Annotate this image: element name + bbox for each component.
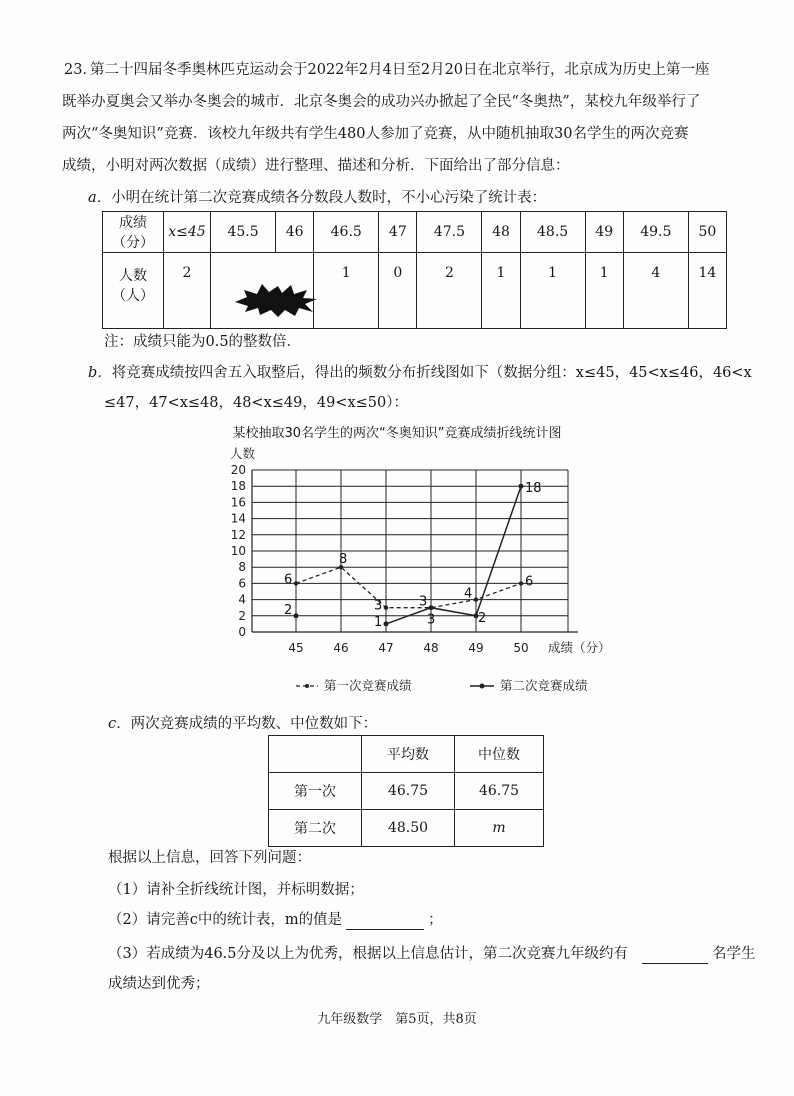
page-footer: 九年级数学 第5页，共8页: [317, 1012, 477, 1027]
part-c-desc: 两次竞赛成绩的平均数、中位数如下：: [130, 716, 378, 732]
stats-median: m: [455, 810, 544, 847]
part-b-line-1: [88, 363, 752, 383]
question-2-end: ；: [428, 912, 443, 928]
intro-line-4: 成绩，小明对两次数据（成绩）进行整理、描述和分析．下面给出了部分信息：: [62, 158, 570, 174]
count-cell: 4: [623, 253, 688, 329]
count-cell: 1: [482, 253, 520, 329]
series-line-first: [296, 567, 521, 608]
line-chart: [0, 440, 794, 710]
score-cell: 48: [482, 212, 520, 253]
question-2: [108, 910, 443, 930]
y-tick-label: 8: [238, 560, 246, 575]
score-table: [102, 211, 727, 329]
score-row: [103, 212, 727, 253]
y-tick-label: 20: [230, 463, 246, 477]
questions-lead: 根据以上信息，回答下列问题：: [108, 850, 311, 866]
y-axis-label: 人数: [230, 446, 256, 461]
legend-marker-first: [305, 684, 309, 688]
score-cell: 48.5: [520, 212, 585, 253]
score-cell: 46: [276, 212, 314, 253]
count-row-header: 人数（人）: [103, 253, 164, 329]
y-tick-label: 14: [230, 511, 246, 526]
data-label-first: 6: [525, 574, 534, 590]
series-point-second: [519, 484, 524, 489]
data-label-second: 2: [284, 602, 293, 618]
intro-line-1: 第二十四届冬季奥林匹克运动会于2022年2月4日至2月20日在北京举行，北京成为历史上第一座: [90, 62, 710, 78]
part-a-text: [88, 188, 546, 208]
part-b-line-2: ≤47，47<x≤48，48<x≤49，49<x≤50）：: [104, 395, 408, 411]
stats-mean: 48.50: [362, 810, 455, 847]
stats-header-median: 中位数: [455, 736, 544, 773]
count-cell: 2: [417, 253, 482, 329]
legend-marker-second: [480, 684, 485, 689]
x-tick-label: 49: [468, 641, 484, 655]
part-b-desc: 将竞赛成绩按四舍五入取整后，得出的频数分布折线图如下（数据分组：x≤45，45<x≤46，46<x: [111, 365, 752, 381]
stats-header-mean: 平均数: [362, 736, 455, 773]
question-number: 23．: [64, 62, 97, 78]
stats-row: [269, 773, 544, 810]
score-cell: x≤45: [164, 212, 211, 253]
question-3-text: （3）若成绩为46.5分及以上为优秀，根据以上信息估计，第二次竞赛九年级约有: [108, 946, 629, 962]
stats-row: [269, 810, 544, 847]
x-tick-label: 48: [423, 641, 439, 655]
question-2-text: （2）请完善c中的统计表，m的值是: [108, 912, 343, 928]
data-label-second: 18: [525, 481, 542, 497]
count-cell: 1: [520, 253, 585, 329]
answer-blank-count[interactable]: [642, 963, 708, 964]
part-b-label: b．: [88, 365, 112, 381]
part-a-label: a．: [88, 190, 112, 206]
chart-title: 某校抽取30名学生的两次“冬奥知识”竞赛成绩折线统计图: [232, 426, 562, 441]
y-tick-label: 10: [230, 544, 246, 558]
question-1: （1）请补全折线统计图，并标明数据；: [108, 882, 364, 898]
data-label-first: 3: [374, 598, 383, 614]
count-cell: 2: [164, 253, 211, 329]
score-row-header: 成绩（分）: [103, 212, 164, 253]
series-point-first: [519, 581, 523, 585]
data-label-second: 1: [374, 614, 383, 630]
question-3-line-2: 成绩达到优秀；: [108, 976, 210, 992]
score-cell: 47.5: [417, 212, 482, 253]
data-label-second: 3: [427, 612, 436, 628]
intro-line-3: 两次“冬奥知识”竞赛．该校九年级共有学生480人参加了竞赛，从中随机抽取30名学生的两次竞赛: [62, 126, 689, 142]
answer-blank-m[interactable]: [346, 929, 424, 930]
stats-corner-cell: [269, 736, 362, 773]
part-a-note: 注：成绩只能为0.5的整数倍．: [104, 334, 302, 350]
stats-mean: 46.75: [362, 773, 455, 810]
data-label-first: 4: [464, 586, 473, 602]
x-tick-label: 50: [513, 641, 529, 655]
stats-median: 46.75: [455, 773, 544, 810]
y-tick-label: 2: [238, 608, 246, 623]
data-label-first: 6: [284, 572, 293, 588]
legend-label-first: 第一次竞赛成绩: [324, 678, 412, 693]
score-cell: 45.5: [211, 212, 276, 253]
y-tick-label: 4: [238, 592, 246, 607]
score-cell: 46.5: [314, 212, 379, 253]
x-tick-label: 46: [333, 641, 349, 655]
y-tick-label: 18: [230, 479, 246, 494]
part-c-label: c．: [108, 716, 131, 732]
stats-header-row: [269, 736, 544, 773]
score-cell: 49: [585, 212, 623, 253]
legend-label-second: 第二次竞赛成绩: [500, 678, 588, 693]
stats-row-name: 第二次: [269, 810, 362, 847]
data-label-second: 2: [478, 610, 487, 626]
score-cell: 49.5: [623, 212, 688, 253]
y-tick-label: 6: [238, 576, 246, 591]
series-point-first: [294, 581, 298, 585]
stats-table: [268, 735, 544, 847]
question-3-end: 名学生: [712, 946, 756, 962]
x-axis-label: 成绩（分）: [548, 640, 611, 655]
stats-row-name: 第一次: [269, 773, 362, 810]
score-cell: 47: [379, 212, 417, 253]
x-tick-label: 47: [378, 641, 394, 655]
stain-cell: [211, 253, 314, 329]
data-label-first: 3: [419, 594, 428, 610]
count-cell: 1: [314, 253, 379, 329]
data-label-first: 8: [339, 552, 348, 568]
score-cell: 50: [688, 212, 726, 253]
x-tick-label: 45: [288, 641, 304, 655]
ink-stain-icon: [233, 281, 319, 319]
series-point-second: [294, 613, 299, 618]
series-point-second: [429, 605, 434, 610]
y-tick-label: 12: [230, 527, 246, 542]
intro-line-2: 既举办夏奥会又举办冬奥会的城市．北京冬奥会的成功兴办掀起了全民“冬奥热”，某校九年级举行了: [62, 94, 701, 110]
count-cell: 1: [585, 253, 623, 329]
part-c-text: [108, 714, 377, 734]
y-tick-label: 0: [238, 625, 246, 639]
y-tick-label: 16: [230, 495, 246, 510]
count-cell: 14: [688, 253, 726, 329]
count-cell: 0: [379, 253, 417, 329]
question-3: [108, 944, 756, 964]
series-point-first: [384, 606, 388, 610]
series-point-first: [474, 597, 478, 601]
count-row: [103, 253, 727, 329]
part-a-desc: 小明在统计第二次竞赛成绩各分数段人数时，不小心污染了统计表：: [111, 190, 547, 206]
series-point-second: [384, 621, 389, 626]
